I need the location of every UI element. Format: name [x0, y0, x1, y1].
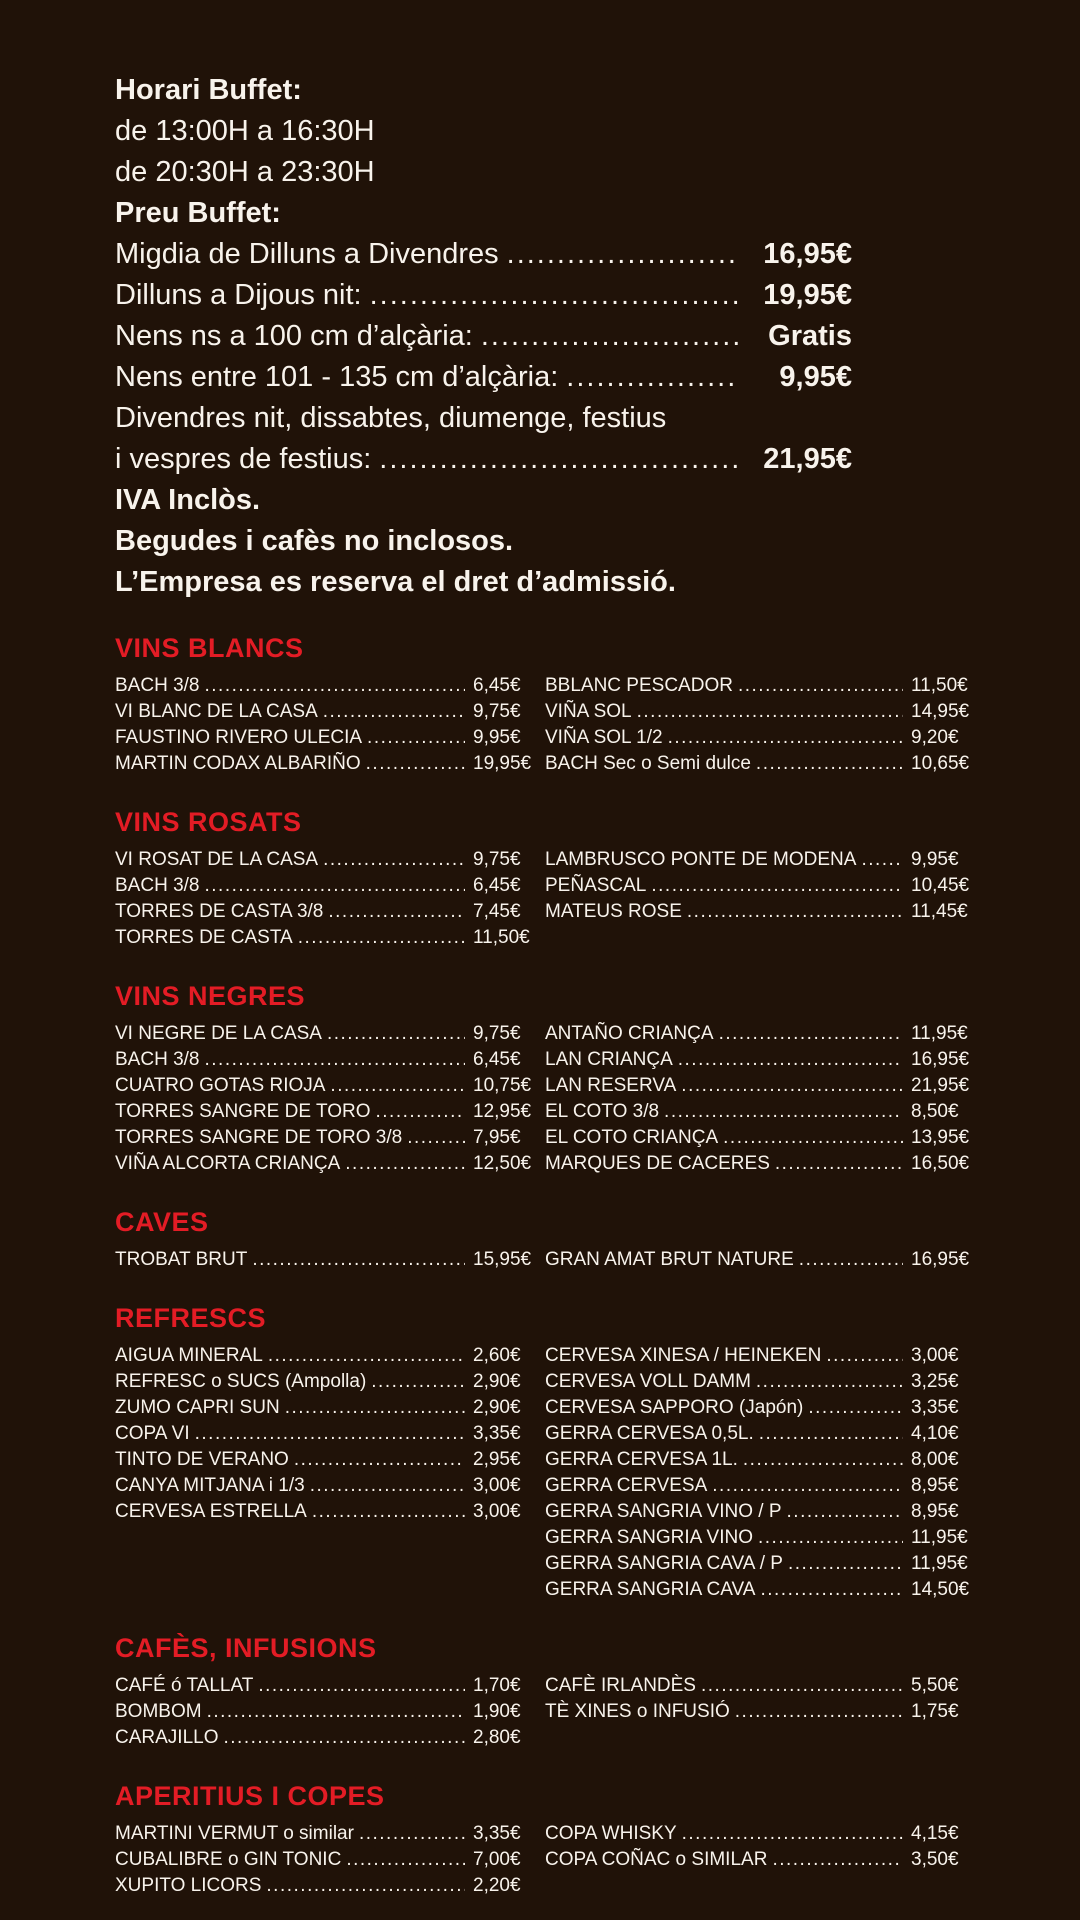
item-price: 3,35€: [911, 1397, 959, 1418]
menu-item: [115, 1247, 537, 1273]
item-price: 14,50€: [911, 1579, 970, 1600]
buffet-line: [115, 275, 852, 316]
menu-item: [545, 1395, 975, 1421]
item-price: 4,10€: [911, 1423, 959, 1444]
dot-leader: [204, 1047, 465, 1073]
buffet-line: [115, 398, 852, 439]
dot-leader: [719, 1021, 903, 1047]
menu-item: [115, 899, 537, 925]
buffet-line-price: 21,95€: [763, 443, 852, 475]
dot-leader: [268, 1343, 465, 1369]
menu-item: [545, 1499, 975, 1525]
item-price: 1,70€: [473, 1675, 521, 1696]
buffet-line: [115, 480, 852, 521]
item-price: 1,75€: [911, 1701, 959, 1722]
buffet-line-text: L’Empresa es reserva el dret d’admissió.: [115, 566, 676, 598]
section-column-left: [115, 1021, 537, 1177]
dot-leader: [651, 873, 903, 899]
buffet-line-price: 16,95€: [763, 238, 852, 270]
item-price: 4,15€: [911, 1823, 959, 1844]
dot-leader: [327, 1021, 465, 1047]
item-name: GERRA CERVESA 1L.: [545, 1449, 738, 1470]
section-title: REFRESCS: [115, 1303, 267, 1333]
buffet-line: [115, 439, 852, 480]
item-name: EL COTO CRIANÇA: [545, 1127, 719, 1148]
buffet-line-text: de 13:00H a 16:30H: [115, 115, 375, 147]
section-column-right: [545, 673, 975, 777]
buffet-line-text: de 20:30H a 23:30H: [115, 156, 375, 188]
dot-leader: [204, 673, 465, 699]
menu-item: [115, 1699, 537, 1725]
item-name: CUATRO GOTAS RIOJA: [115, 1075, 326, 1096]
item-price: 11,95€: [911, 1553, 968, 1574]
dot-leader: [637, 699, 903, 725]
menu-item: [115, 751, 537, 777]
dot-leader: [758, 1525, 903, 1551]
item-name: CARAJILLO: [115, 1727, 219, 1748]
dot-leader: [258, 1673, 465, 1699]
dot-leader: [687, 899, 903, 925]
buffet-line-text: i vespres de festius:: [115, 443, 372, 475]
section-title: CAVES: [115, 1207, 209, 1237]
item-price: 10,45€: [911, 875, 970, 896]
item-price: 9,20€: [911, 727, 959, 748]
menu-item: [115, 1873, 537, 1899]
item-price: 11,95€: [911, 1527, 968, 1548]
menu-item: [545, 1343, 975, 1369]
item-price: 3,35€: [473, 1823, 521, 1844]
menu-item: [115, 1847, 537, 1873]
section-title: VINS BLANCS: [115, 633, 304, 663]
dot-leader: [668, 725, 903, 751]
item-price: 21,95€: [911, 1075, 970, 1096]
buffet-line-text: Nens ns a 100 cm d’alçària:: [115, 320, 473, 352]
menu-item: [545, 847, 975, 873]
item-name: COPA COÑAC o SIMILAR: [545, 1849, 768, 1870]
item-name: GERRA SANGRIA CAVA: [545, 1579, 756, 1600]
dot-leader: [376, 1099, 466, 1125]
item-name: COPA VI: [115, 1423, 190, 1444]
item-price: 2,20€: [473, 1875, 521, 1896]
menu-item: [115, 1395, 537, 1421]
item-price: 8,50€: [911, 1101, 959, 1122]
section-column-right: [545, 1343, 975, 1603]
item-name: COPA WHISKY: [545, 1823, 677, 1844]
menu-item: [545, 899, 975, 925]
section-columns: [115, 1673, 1030, 1751]
menu-item: [115, 847, 537, 873]
item-price: 10,75€: [473, 1075, 532, 1096]
item-name: MARTINI VERMUT o similar: [115, 1823, 354, 1844]
section-title: VINS ROSATS: [115, 807, 302, 837]
item-price: 7,95€: [473, 1127, 521, 1148]
item-name: TÈ XINES o INFUSIÓ: [545, 1701, 730, 1722]
item-name: ANTAÑO CRIANÇA: [545, 1023, 714, 1044]
section-column-left: [115, 847, 537, 951]
dot-leader: [712, 1473, 903, 1499]
dot-leader: [310, 1473, 465, 1499]
menu-item: [545, 1073, 975, 1099]
item-name: BACH Sec o Semi dulce: [545, 753, 751, 774]
dot-leader: [723, 1125, 903, 1151]
buffet-line: [115, 562, 852, 603]
item-name: LAMBRUSCO PONTE DE MODENA: [545, 849, 857, 870]
dot-leader: [738, 673, 903, 699]
buffet-line: [115, 316, 852, 357]
dot-leader: [346, 1847, 465, 1873]
section-column-left: [115, 673, 537, 777]
item-name: CAFÈ IRLANDÈS: [545, 1675, 696, 1696]
menu-item: [115, 1125, 537, 1151]
item-name: LAN RESERVA: [545, 1075, 677, 1096]
item-price: 7,00€: [473, 1849, 521, 1870]
section-column-right: [545, 1021, 975, 1177]
item-name: CERVESA VOLL DAMM: [545, 1371, 751, 1392]
item-price: 2,60€: [473, 1345, 521, 1366]
item-price: 11,50€: [911, 675, 968, 696]
menu-item: [545, 1673, 975, 1699]
item-price: 10,65€: [911, 753, 970, 774]
item-name: TINTO DE VERANO: [115, 1449, 289, 1470]
item-price: 6,45€: [473, 675, 521, 696]
dot-leader: [298, 925, 465, 951]
item-name: GERRA SANGRIA VINO / P: [545, 1501, 782, 1522]
menu-item: [115, 673, 537, 699]
item-name: REFRESC o SUCS (Ampolla): [115, 1371, 367, 1392]
buffet-line-text: Dilluns a Dijous nit:: [115, 279, 362, 311]
item-price: 9,75€: [473, 849, 521, 870]
section-columns: [115, 673, 1030, 777]
item-price: 15,95€: [473, 1249, 532, 1270]
dot-leader: [252, 1247, 465, 1273]
item-name: BACH 3/8: [115, 875, 200, 896]
item-price: 8,95€: [911, 1475, 959, 1496]
item-price: 9,75€: [473, 701, 521, 722]
dot-leader: [285, 1395, 465, 1421]
item-price: 8,95€: [911, 1501, 959, 1522]
dot-leader: [370, 275, 738, 316]
item-price: 8,00€: [911, 1449, 959, 1470]
section-column-left: [115, 1673, 537, 1751]
menu-item: [115, 725, 537, 751]
menu-item: [545, 1821, 975, 1847]
menu-item: [115, 1725, 537, 1751]
item-price: 6,45€: [473, 875, 521, 896]
buffet-line-text: IVA Inclòs.: [115, 484, 261, 516]
item-name: CERVESA ESTRELLA: [115, 1501, 307, 1522]
section-columns: [115, 1247, 1030, 1273]
section-column-left: [115, 1821, 537, 1899]
menu-item: [115, 873, 537, 899]
item-price: 2,95€: [473, 1449, 521, 1470]
section-column-left: [115, 1247, 537, 1273]
dot-leader: [678, 1047, 903, 1073]
menu-section: [115, 805, 1030, 951]
dot-leader: [223, 1725, 465, 1751]
section-column-right: [545, 1247, 975, 1273]
buffet-line-text: Migdia de Dilluns a Divendres: [115, 238, 499, 270]
menu-item: [545, 699, 975, 725]
item-price: 9,95€: [911, 849, 959, 870]
item-name: GERRA SANGRIA VINO: [545, 1527, 753, 1548]
dot-leader: [664, 1099, 903, 1125]
dot-leader: [204, 873, 465, 899]
item-price: 19,95€: [473, 753, 532, 774]
menu-item: [545, 1125, 975, 1151]
dot-leader: [507, 234, 738, 275]
buffet-line: [115, 521, 852, 562]
menu-item: [545, 1551, 975, 1577]
buffet-line-text: Preu Buffet:: [115, 197, 281, 229]
menu-item: [545, 1525, 975, 1551]
item-name: CERVESA SAPPORO (Japón): [545, 1397, 804, 1418]
item-name: VIÑA SOL 1/2: [545, 727, 663, 748]
menu-section: [115, 1779, 1030, 1899]
buffet-line: [115, 111, 852, 152]
item-price: 3,00€: [473, 1475, 521, 1496]
dot-leader: [367, 725, 465, 751]
dot-leader: [682, 1821, 903, 1847]
menu-item: [115, 1099, 537, 1125]
item-name: CUBALIBRE o GIN TONIC: [115, 1849, 342, 1870]
item-price: 3,35€: [473, 1423, 521, 1444]
item-name: FAUSTINO RIVERO ULECIA: [115, 727, 363, 748]
item-price: 2,90€: [473, 1371, 521, 1392]
item-price: 11,50€: [473, 927, 530, 948]
item-name: PEÑASCAL: [545, 875, 647, 896]
menu-item: [115, 1047, 537, 1073]
item-name: MARQUES DE CACERES: [545, 1153, 770, 1174]
dot-leader: [328, 899, 465, 925]
item-price: 3,50€: [911, 1849, 959, 1870]
menu-item: [545, 873, 975, 899]
menu-item: [115, 1473, 537, 1499]
menu-item: [545, 725, 975, 751]
buffet-line-text: Divendres nit, dissabtes, diumenge, festius: [115, 402, 667, 434]
dot-leader: [826, 1343, 903, 1369]
item-price: 14,95€: [911, 701, 970, 722]
item-name: GRAN AMAT BRUT NATURE: [545, 1249, 794, 1270]
item-price: 11,45€: [911, 901, 968, 922]
menu-item: [545, 1699, 975, 1725]
item-price: 13,95€: [911, 1127, 970, 1148]
section-columns: [115, 847, 1030, 951]
item-price: 11,95€: [911, 1023, 968, 1044]
item-name: CANYA MITJANA i 1/3: [115, 1475, 305, 1496]
dot-leader: [379, 439, 738, 480]
item-price: 5,50€: [911, 1675, 959, 1696]
dot-leader: [407, 1125, 465, 1151]
buffet-line: [115, 70, 852, 111]
menu-item: [545, 751, 975, 777]
menu-item: [545, 1099, 975, 1125]
menu-section: [115, 1301, 1030, 1603]
menu-section: [115, 1631, 1030, 1751]
section-column-right: [545, 847, 975, 925]
section-column-right: [545, 1821, 975, 1873]
item-name: VI ROSAT DE LA CASA: [115, 849, 319, 870]
buffet-line-text: Nens entre 101 - 135 cm d’alçària:: [115, 361, 559, 393]
dot-leader: [808, 1395, 903, 1421]
buffet-line-text: Begudes i cafès no inclosos.: [115, 525, 514, 557]
item-name: CAFÉ ó TALLAT: [115, 1675, 254, 1696]
item-name: CERVESA XINESA / HEINEKEN: [545, 1345, 822, 1366]
menu-section: [115, 631, 1030, 777]
buffet-line-price: 9,95€: [779, 361, 852, 393]
item-name: BOMBOM: [115, 1701, 202, 1722]
menu-item: [545, 1447, 975, 1473]
item-price: 12,95€: [473, 1101, 532, 1122]
item-name: GERRA CERVESA 0,5L.: [545, 1423, 754, 1444]
menu-item: [545, 1847, 975, 1873]
menu-item: [115, 699, 537, 725]
item-price: 3,00€: [473, 1501, 521, 1522]
dot-leader: [743, 1447, 903, 1473]
dot-leader: [330, 1073, 465, 1099]
dot-leader: [366, 751, 465, 777]
item-name: TORRES DE CASTA 3/8: [115, 901, 324, 922]
item-name: TROBAT BRUT: [115, 1249, 248, 1270]
dot-leader: [566, 357, 738, 398]
dot-leader: [760, 1577, 903, 1603]
item-price: 2,80€: [473, 1727, 521, 1748]
section-title: APERITIUS I COPES: [115, 1781, 385, 1811]
item-price: 9,95€: [473, 727, 521, 748]
dot-leader: [294, 1447, 465, 1473]
item-price: 12,50€: [473, 1153, 532, 1174]
dot-leader: [266, 1873, 465, 1899]
item-price: 3,00€: [911, 1345, 959, 1366]
section-columns: [115, 1021, 1030, 1177]
item-name: ZUMO CAPRI SUN: [115, 1397, 280, 1418]
menu-item: [115, 1447, 537, 1473]
menu-item: [115, 1151, 537, 1177]
dot-leader: [481, 316, 738, 357]
dot-leader: [681, 1073, 903, 1099]
item-name: EL COTO 3/8: [545, 1101, 660, 1122]
menu-item: [545, 1577, 975, 1603]
menu-item: [115, 1421, 537, 1447]
menu-item: [545, 673, 975, 699]
dot-leader: [756, 1369, 903, 1395]
item-price: 16,50€: [911, 1153, 970, 1174]
item-price: 16,95€: [911, 1049, 970, 1070]
section-column-right: [545, 1673, 975, 1725]
dot-leader: [345, 1151, 465, 1177]
menu-item: [115, 1073, 537, 1099]
dot-leader: [787, 1499, 903, 1525]
menu-section: [115, 979, 1030, 1177]
item-name: BACH 3/8: [115, 675, 200, 696]
dot-leader: [861, 847, 903, 873]
dot-leader: [195, 1421, 465, 1447]
item-name: AIGUA MINERAL: [115, 1345, 263, 1366]
menu-item: [545, 1369, 975, 1395]
buffet-line: [115, 152, 852, 193]
dot-leader: [772, 1847, 903, 1873]
dot-leader: [735, 1699, 903, 1725]
dot-leader: [701, 1673, 903, 1699]
dot-leader: [359, 1821, 465, 1847]
item-name: BACH 3/8: [115, 1049, 200, 1070]
section-columns: [115, 1343, 1030, 1603]
menu-item: [545, 1473, 975, 1499]
section-column-left: [115, 1343, 537, 1525]
buffet-line: [115, 193, 852, 234]
dot-leader: [371, 1369, 465, 1395]
item-name: VI NEGRE DE LA CASA: [115, 1023, 322, 1044]
menu-item: [545, 1151, 975, 1177]
buffet-line-price: Gratis: [768, 320, 852, 352]
buffet-line-price: 19,95€: [763, 279, 852, 311]
item-name: TORRES SANGRE DE TORO 3/8: [115, 1127, 403, 1148]
item-name: TORRES SANGRE DE TORO: [115, 1101, 371, 1122]
menu-item: [115, 1369, 537, 1395]
buffet-info: [115, 70, 852, 603]
item-name: VIÑA SOL: [545, 701, 632, 722]
dot-leader: [323, 699, 465, 725]
item-name: XUPITO LICORS: [115, 1875, 262, 1896]
menu-item: [545, 1021, 975, 1047]
dot-leader: [775, 1151, 903, 1177]
item-price: 2,90€: [473, 1397, 521, 1418]
menu-item: [115, 1673, 537, 1699]
dot-leader: [788, 1551, 903, 1577]
item-name: MATEUS ROSE: [545, 901, 682, 922]
menu-sections: [115, 631, 1030, 1899]
dot-leader: [312, 1499, 465, 1525]
item-name: VI BLANC DE LA CASA: [115, 701, 318, 722]
item-price: 6,45€: [473, 1049, 521, 1070]
item-name: MARTIN CODAX ALBARIÑO: [115, 753, 361, 774]
menu-item: [545, 1247, 975, 1273]
menu-item: [115, 925, 537, 951]
dot-leader: [799, 1247, 903, 1273]
dot-leader: [207, 1699, 465, 1725]
item-name: GERRA CERVESA: [545, 1475, 708, 1496]
item-price: 16,95€: [911, 1249, 970, 1270]
menu-section: [115, 1205, 1030, 1273]
buffet-line: [115, 357, 852, 398]
dot-leader: [759, 1421, 903, 1447]
section-columns: [115, 1821, 1030, 1899]
item-name: TORRES DE CASTA: [115, 927, 293, 948]
item-price: 3,25€: [911, 1371, 959, 1392]
section-title: CAFÈS, INFUSIONS: [115, 1633, 377, 1663]
buffet-line-text: Horari Buffet:: [115, 74, 302, 106]
item-price: 1,90€: [473, 1701, 521, 1722]
item-price: 9,75€: [473, 1023, 521, 1044]
menu-item: [115, 1021, 537, 1047]
menu-item: [545, 1047, 975, 1073]
buffet-line: [115, 234, 852, 275]
menu-item: [545, 1421, 975, 1447]
menu-item: [115, 1343, 537, 1369]
section-title: VINS NEGRES: [115, 981, 306, 1011]
dot-leader: [756, 751, 903, 777]
item-name: BBLANC PESCADOR: [545, 675, 733, 696]
item-name: LAN CRIANÇA: [545, 1049, 673, 1070]
item-name: GERRA SANGRIA CAVA / P: [545, 1553, 783, 1574]
dot-leader: [323, 847, 465, 873]
menu-item: [115, 1499, 537, 1525]
menu-item: [115, 1821, 537, 1847]
item-name: VIÑA ALCORTA CRIANÇA: [115, 1153, 341, 1174]
item-price: 7,45€: [473, 901, 521, 922]
